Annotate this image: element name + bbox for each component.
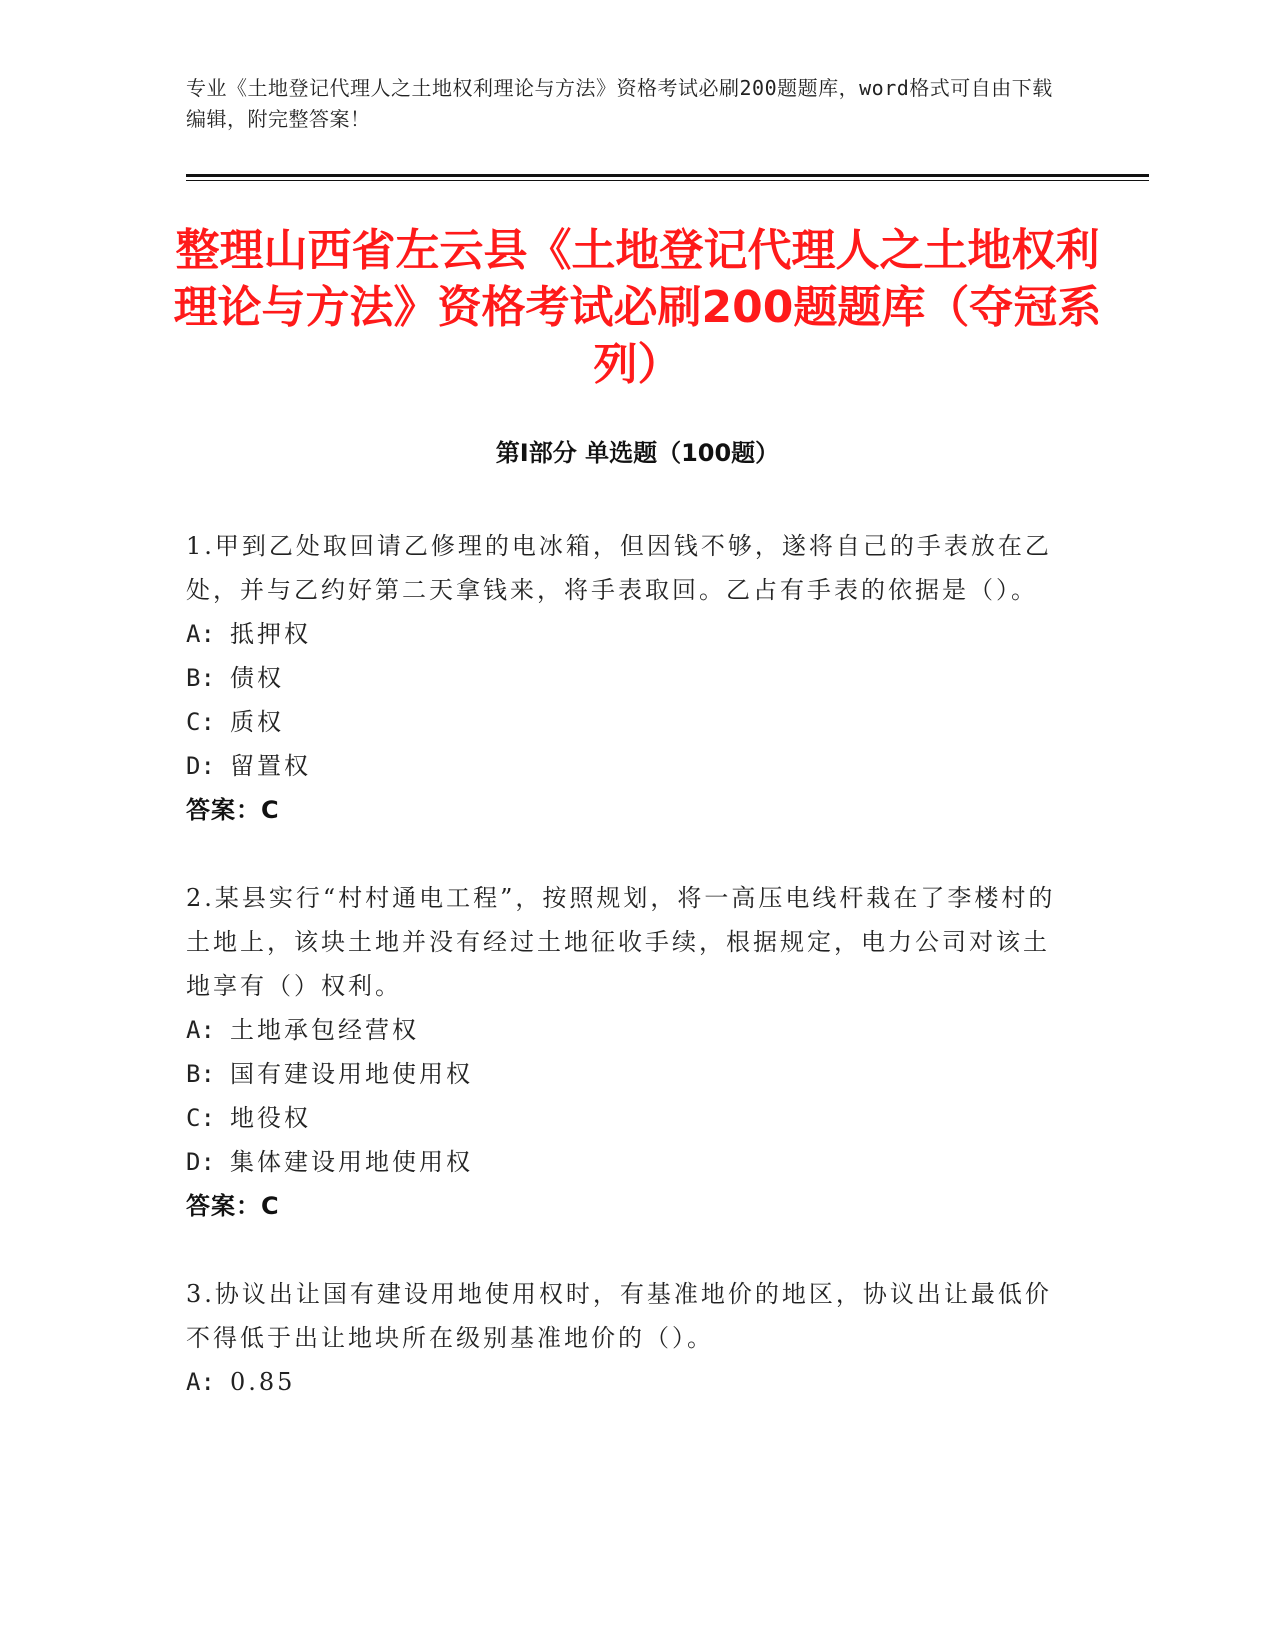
answer-line: 答案：C [186, 1192, 280, 1220]
option-a [186, 612, 1061, 656]
question-2 [186, 876, 1061, 1228]
question-stem: 1.甲到乙处取回请乙修理的电冰箱，但因钱不够，遂将自己的手表放在乙处，并与乙约好第二天拿钱来，将手表取回。乙占有手表的依据是（）。 [186, 532, 1052, 604]
option-c [186, 1096, 1061, 1140]
answer-line: 答案：C [186, 796, 280, 824]
option-text: 土地承包经营权 [230, 1016, 419, 1044]
header-divider-thin [186, 180, 1149, 181]
option-b [186, 1052, 1061, 1096]
option-key: D: [186, 752, 215, 780]
header-divider-thick [186, 174, 1149, 177]
question-3 [186, 1272, 1061, 1404]
option-a [186, 1008, 1061, 1052]
option-text: 抵押权 [230, 620, 311, 648]
option-text: 0.85 [230, 1368, 296, 1396]
option-c [186, 700, 1061, 744]
option-key: A: [186, 1368, 215, 1396]
document-title: 整理山西省左云县《土地登记代理人之土地权利理论与方法》资格考试必刷200题题库（夺冠系列） [173, 225, 1102, 390]
option-text: 国有建设用地使用权 [230, 1060, 473, 1088]
option-text: 留置权 [230, 752, 311, 780]
option-key: A: [186, 1016, 215, 1044]
option-d [186, 1140, 1061, 1184]
option-text: 债权 [230, 664, 284, 692]
option-key: B: [186, 1060, 215, 1088]
header-note: 专业《土地登记代理人之土地权利理论与方法》资格考试必刷200题题库，word格式可自由下载编辑，附完整答案！ [186, 76, 1053, 131]
option-key: B: [186, 664, 215, 692]
section-heading: 第Ⅰ部分 单选题（100题） [495, 439, 780, 467]
question-1 [186, 524, 1061, 832]
question-stem: 2.某县实行“村村通电工程”，按照规划，将一高压电线杆栽在了李楼村的土地上，该块土地并没有经过土地征收手续，根据规定，电力公司对该土地享有（）权利。 [186, 884, 1056, 1000]
option-key: A: [186, 620, 215, 648]
option-text: 集体建设用地使用权 [230, 1148, 473, 1176]
question-stem: 3.协议出让国有建设用地使用权时，有基准地价的地区，协议出让最低价不得低于出让地块所在级别基准地价的（）。 [186, 1280, 1052, 1352]
question-list [186, 524, 1061, 1448]
option-b [186, 656, 1061, 700]
option-text: 质权 [230, 708, 284, 736]
option-key: C: [186, 1104, 215, 1132]
option-key: D: [186, 1148, 215, 1176]
option-text: 地役权 [230, 1104, 311, 1132]
option-key: C: [186, 708, 215, 736]
option-a [186, 1360, 1061, 1404]
option-d [186, 744, 1061, 788]
